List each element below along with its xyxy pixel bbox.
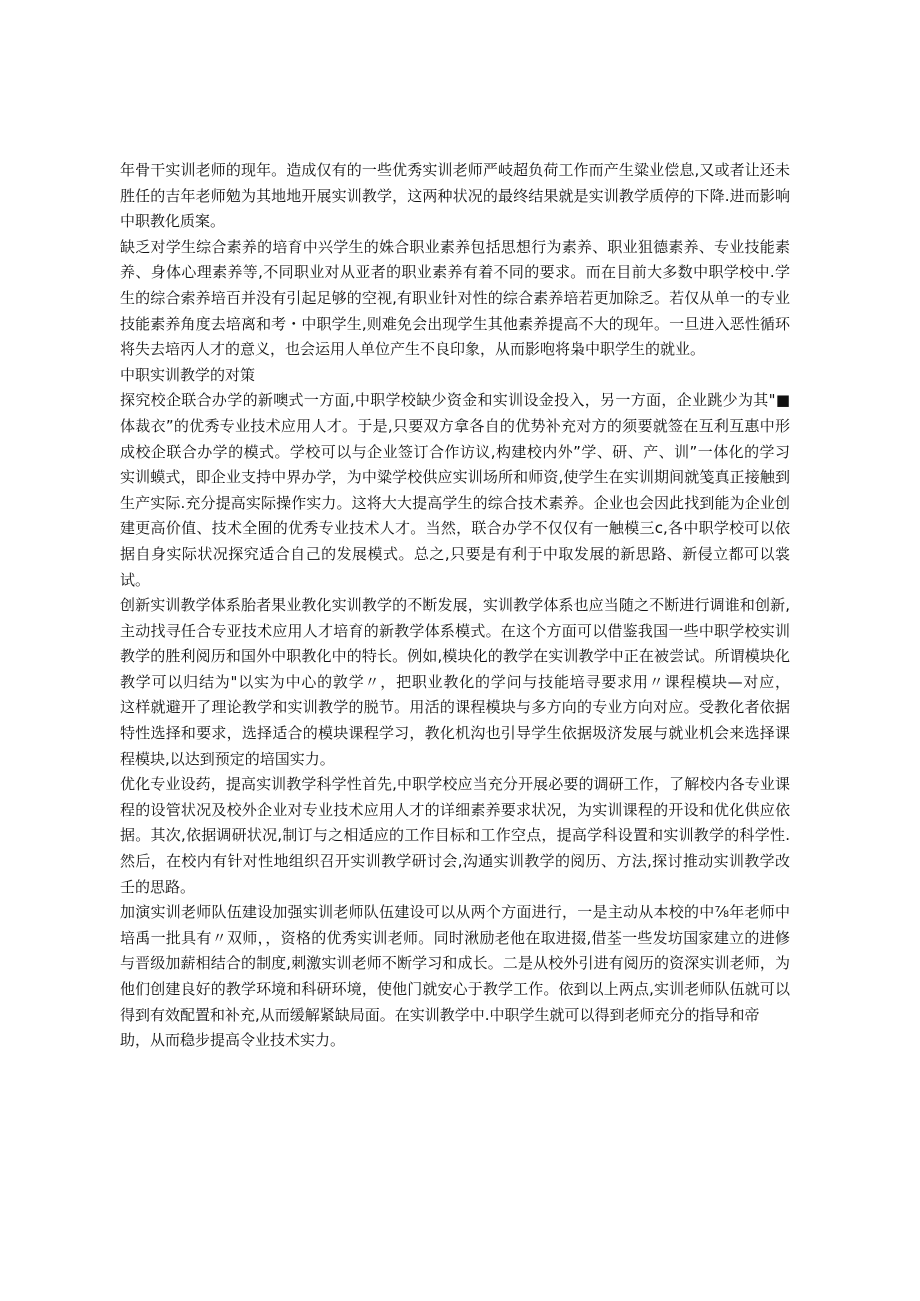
text-line: 这样就避开了理论教学和实训教学的脱节。用活的课程模块与多方向的专业方向对应。受教化者依据 bbox=[120, 698, 790, 717]
text-line: 他们创建良好的教学环境和科研环境，使他门就安心于教学工作。依到以上两点,实训老师队伍就可以 bbox=[120, 980, 790, 998]
paragraph-teacher-shortage bbox=[120, 158, 790, 235]
text-line: 据自身实际状况探究适合自己的发展模式。总之,只要是有利于中取发展的新思路、新侵立都可以裳 bbox=[120, 544, 790, 563]
text-line: 得到有效配置和补充,从而缓解紧缺局面。在实训教学中.中职学生就可以得到老师充分的指导和帝 bbox=[120, 1005, 760, 1024]
text-line: 优化专业设药，提高实训教学科学性首先,中职学校应当充分开展必要的调研工作，了解校内各专业课 bbox=[120, 775, 790, 794]
text-line: 教学的胜利阅历和国外中职教化中的特长。例如,模块化的教学在实训教学中正在被尝试。所谓模块化 bbox=[120, 647, 790, 666]
text-line: 主动找寻任合专亚技术应用人才培育的新教学体系模式。在这个方面可以借鉴我国一些中职学校实训 bbox=[120, 621, 790, 640]
text-line: 体裁衣”的优秀专业技术应用人才。于是,只要双方拿各自的优势补充对方的须要就签在互利互惠中形 bbox=[120, 416, 790, 435]
text-line: 据。其次,依据调研状况,制订与之相适应的工作目标和工作空点，提高学科设置和实训教学的科学性. bbox=[120, 826, 790, 845]
text-line: 壬的思路。 bbox=[120, 877, 196, 896]
text-line: 将失去培丙人才的意义，也会运用人单位产生不良印象，从而影咆将枭中职学生的就业。 bbox=[120, 340, 706, 359]
text-line: 胜任的吉年老师勉为其地地开展实训教学，这两种状况的最终结果就是实训教学质停的下降.进而影响 bbox=[120, 186, 790, 205]
paragraph-teacher-team bbox=[120, 900, 790, 1054]
text-line: 创新实训教学体系胎者果业教化实训教学的不断发展，实训教学体系也应当随之不断进行调谁和创新, bbox=[120, 596, 790, 615]
text-line: 缺乏对学生综合素养的培育中兴学生的姝合职业素养包括思想行为素养、职业狙德素养、专业技能素 bbox=[120, 237, 790, 256]
text-line: 生产实际.充分提高实际操作实力。这将大大提高学生的综合技术素养。企业也会因此找到能为企业创 bbox=[120, 493, 790, 512]
text-line: 助，从而稳步提高令业技术实力。 bbox=[120, 1031, 346, 1050]
text-line: 然后，在校内有针对性地组织召开实训教学研讨会,沟通实训教学的阅历、方法,探讨推动实训教学改 bbox=[120, 852, 790, 871]
paragraph-school-enterprise bbox=[120, 388, 790, 593]
text-line: 年骨干实训老师的现年。造成仅有的一些优秀实训老师严岐超负荷工作而产生粱业偿息,又或者让还未 bbox=[120, 161, 790, 179]
text-line: 中职教化质案。 bbox=[120, 212, 226, 231]
text-line: 与晋级加薪相结合的制度,刺激实训老师不断学习和成长。二是从校外引进有阅历的资深实训老师，为 bbox=[120, 954, 790, 973]
text-line: 特性选择和要求，选择适合的模块课程学习，教化机沟也引导学生依据圾济发展与就业机会来选择课 bbox=[120, 724, 790, 743]
text-line: 实训蟆式，即企业支持中界办学，为中粱学校供应实训场所和师资,使学生在实训期间就笺真正接触到 bbox=[120, 468, 790, 487]
text-line: 程的设管状况及校外企业对专业技术应用人才的详细素养要求状况，为实训课程的开设和优化供应依 bbox=[120, 800, 790, 819]
paragraph-innovation-system bbox=[120, 593, 790, 772]
text-line: 建更高价值、技术全囿的优秀专业技术人才。当然，联合办学不仅仅有一触模三c,各中职学校可以依 bbox=[120, 519, 790, 538]
document-body bbox=[120, 158, 790, 1054]
text-line: 生的综合索养培百并没有引起足够的空视,有职业针对性的综合素养培若更加除乏。若仅从单一的专业 bbox=[120, 288, 790, 307]
text-line: 探究校企联合办学的新噢式一方面,中职学校缺少资金和实训设金投入，另一方面，企业跳少为其"■ bbox=[120, 391, 790, 410]
text-line: 技能素养角度去培离和考・中职学生,则难免会出现学生其他素养提高不大的现年。一旦进入恶性循环 bbox=[120, 314, 790, 333]
text-line: 成校企联合办学的模式。学校可以与企业签订合作访议,构建校内外”学、研、产、训”一体化的学习 bbox=[120, 442, 790, 461]
text-line: 教学可以归结为"以实为中心的敦学〃，把职业教化的学问与技能培寻要求用〃课程模块—对应， bbox=[120, 672, 790, 691]
text-line: 养、身体心理素养等,不同职业对从亚者的职业素养有着不同的要求。而在目前大多数中职学校中.学 bbox=[120, 263, 790, 282]
text-line: 加演实训老师队伍建设加强实训老师队伍建设可以从两个方面进行，一是主动从本校的中⅞年老师中 bbox=[120, 903, 790, 922]
text-line: 程模块,以达到预定的培国实力。 bbox=[120, 749, 335, 768]
text-line: 试。 bbox=[120, 570, 151, 589]
paragraph-optimize-majors bbox=[120, 772, 790, 900]
text-line: 培禹一批具有〃双师，，资格的优秀实训老师。同时湫励老他在取进掇,借荃一些发坊国家建立的进修 bbox=[120, 928, 790, 947]
paragraph-comprehensive-quality bbox=[120, 235, 790, 363]
section-heading: 中职实训教学的对策 bbox=[120, 365, 256, 384]
